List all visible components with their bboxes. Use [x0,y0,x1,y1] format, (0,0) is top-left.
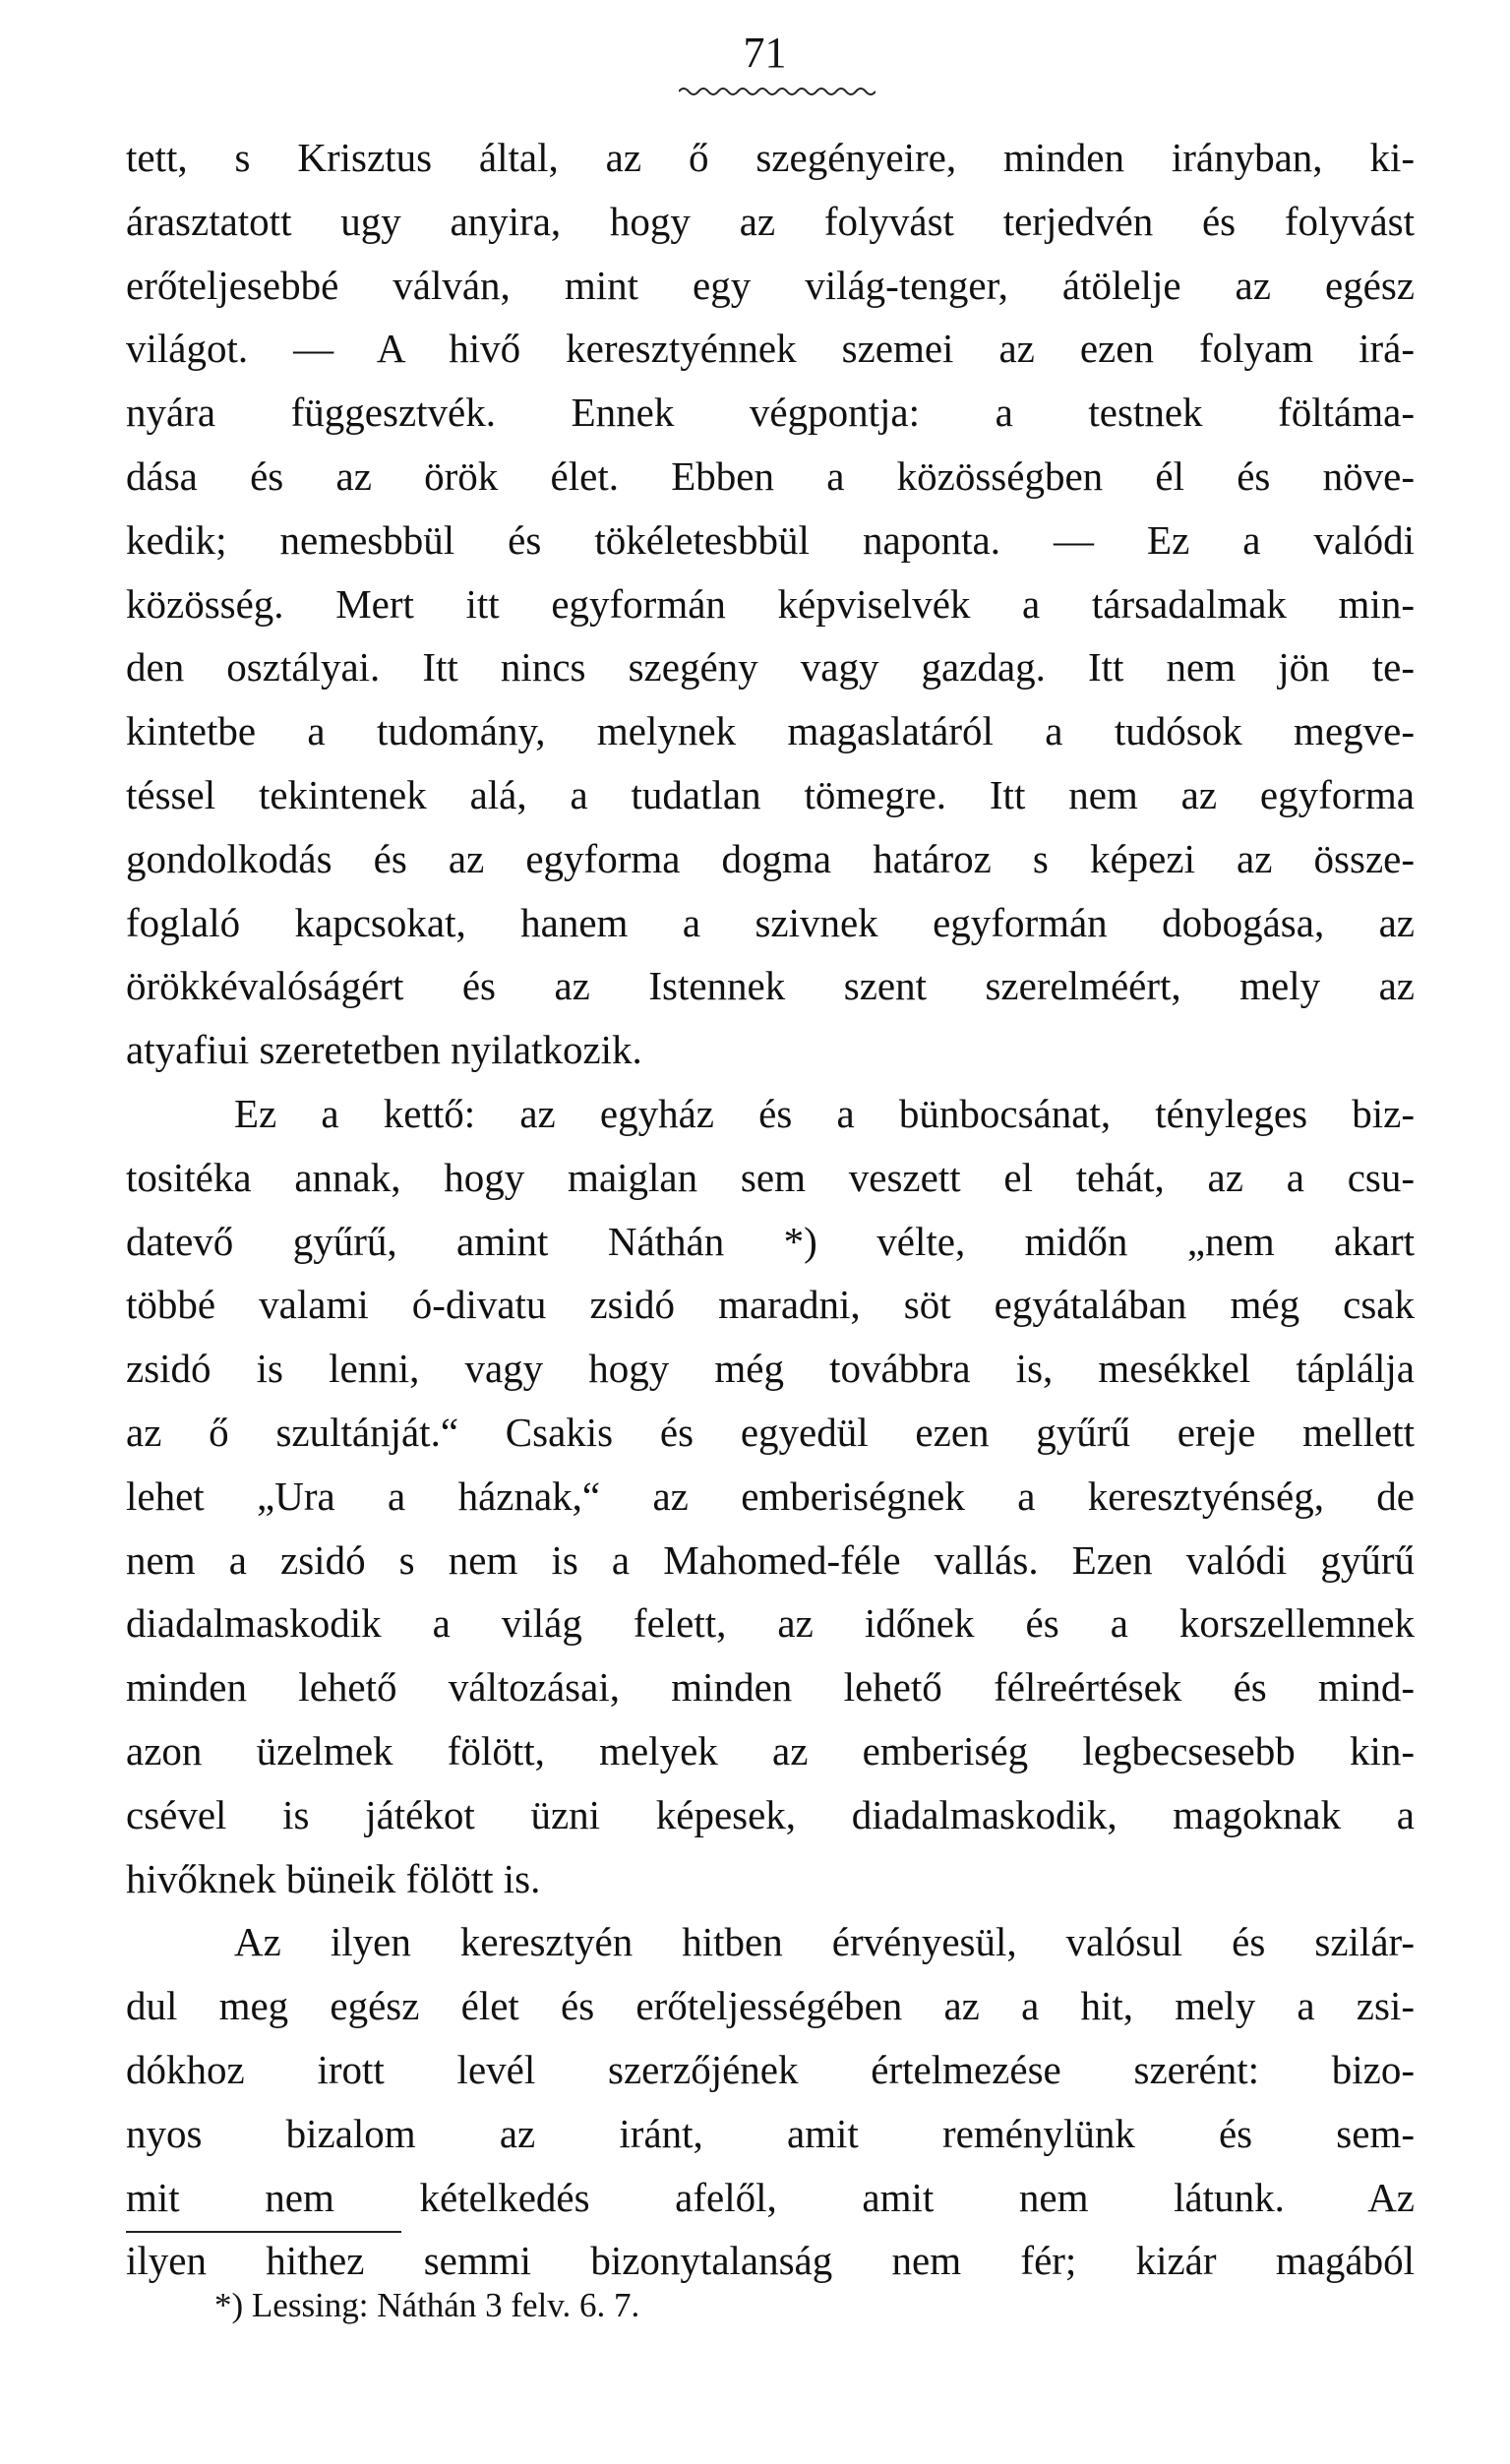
text-line: hivőknek büneik fölött is. [126,1855,541,1901]
text-line: gondolkodás és az egyforma dogma határoz s képezi az össze- [126,835,1415,881]
text-line: dókhoz irott levél szerzőjének értelmezése szerént: bizo- [126,2046,1415,2092]
text-line: erőteljesebbé válván, mint egy világ-tenger, átölelje az egész [126,262,1415,308]
text-line: zsidó is lenni, vagy hogy még továbbra is, mesékkel táplálja [126,1346,1415,1392]
body-text [126,126,1415,2293]
text-line: mit nem kételkedés afelől, amit nem látunk. Az [126,2174,1415,2220]
text-line: datevő gyűrű, amint Náthán *) vélte, midőn „nem akart [126,1218,1415,1264]
footnote: *) Lessing: Náthán 3 felv. 6. 7. [214,2286,640,2324]
text-line: nem a zsidó s nem is a Mahomed-féle vallás. Ezen valódi gyűrű [126,1536,1415,1583]
text-line: atyafiui szeretetben nyilatkozik. [126,1027,642,1073]
text-line: örökkévalóságért és az Istennek szent szerelméért, mely az [126,963,1415,1009]
text-line: diadalmaskodik a világ felett, az időnek és a korszellemnek [126,1600,1415,1647]
text-line: kintetbe a tudomány, melynek magaslatáról a tudósok megve- [126,708,1415,754]
text-line: árasztatott ugy anyira, hogy az folyvást terjedvén és folyvást [126,198,1415,244]
text-line: közösség. Mert itt egyformán képviselvék a társadalmak min- [126,580,1415,627]
text-line: ilyen hithez semmi bizonytalanság nem fér; kizár magából [126,2238,1415,2284]
page-number: 71 [743,29,787,77]
text-line: lehet „Ura a háznak,“ az emberiségnek a keresztyénség, de [126,1472,1415,1519]
text-line: Az ilyen keresztyén hitben érvényesül, valósul és szilár- [234,1919,1415,1965]
text-line: téssel tekintenek alá, a tudatlan tömegre. Itt nem az egyforma [126,771,1415,817]
text-line: dul meg egész élet és erőteljességében az a hit, mely a zsi- [126,1983,1415,2029]
text-line: foglaló kapcsokat, hanem a szivnek egyformán dobogása, az [126,899,1415,945]
text-line: azon üzelmek fölött, melyek az emberiség legbecsesebb kin- [126,1727,1415,1773]
footnote-divider [126,2231,401,2233]
text-line: többé valami ó-divatu zsidó maradni, söt egyátalában még csak [126,1282,1415,1328]
text-line: den osztályai. Itt nincs szegény vagy gazdag. Itt nem jön te- [126,644,1415,691]
text-line: tett, s Krisztus által, az ő szegényeire, minden irányban, ki- [126,135,1415,180]
text-line: Ez a kettő: az egyház és a bünbocsánat, tényleges biz- [234,1090,1415,1136]
text-line: világot. — A hivő keresztyénnek szemei az ezen folyam irá- [126,326,1415,372]
text-line: dása és az örök élet. Ebben a közösségben él és növe- [126,452,1415,499]
text-line: minden lehető változásai, minden lehető félreértések és mind- [126,1664,1415,1711]
text-line: kedik; nemesbbül és tökéletesbbül naponta. — Ez a valódi [126,516,1415,563]
wavy-ornament-icon [679,85,876,98]
text-line: az ő szultánját.“ Csakis és egyedül ezen gyűrű ereje mellett [126,1409,1415,1455]
text-line: nyos bizalom az iránt, amit reménylünk és sem- [126,2110,1415,2156]
text-line: tositéka annak, hogy maiglan sem veszett el tehát, az a csu- [126,1154,1415,1200]
text-line: nyára függesztvék. Ennek végpontja: a testnek föltáma- [126,390,1415,436]
text-line: csével is játékot üzni képesek, diadalmaskodik, magoknak a [126,1791,1415,1837]
